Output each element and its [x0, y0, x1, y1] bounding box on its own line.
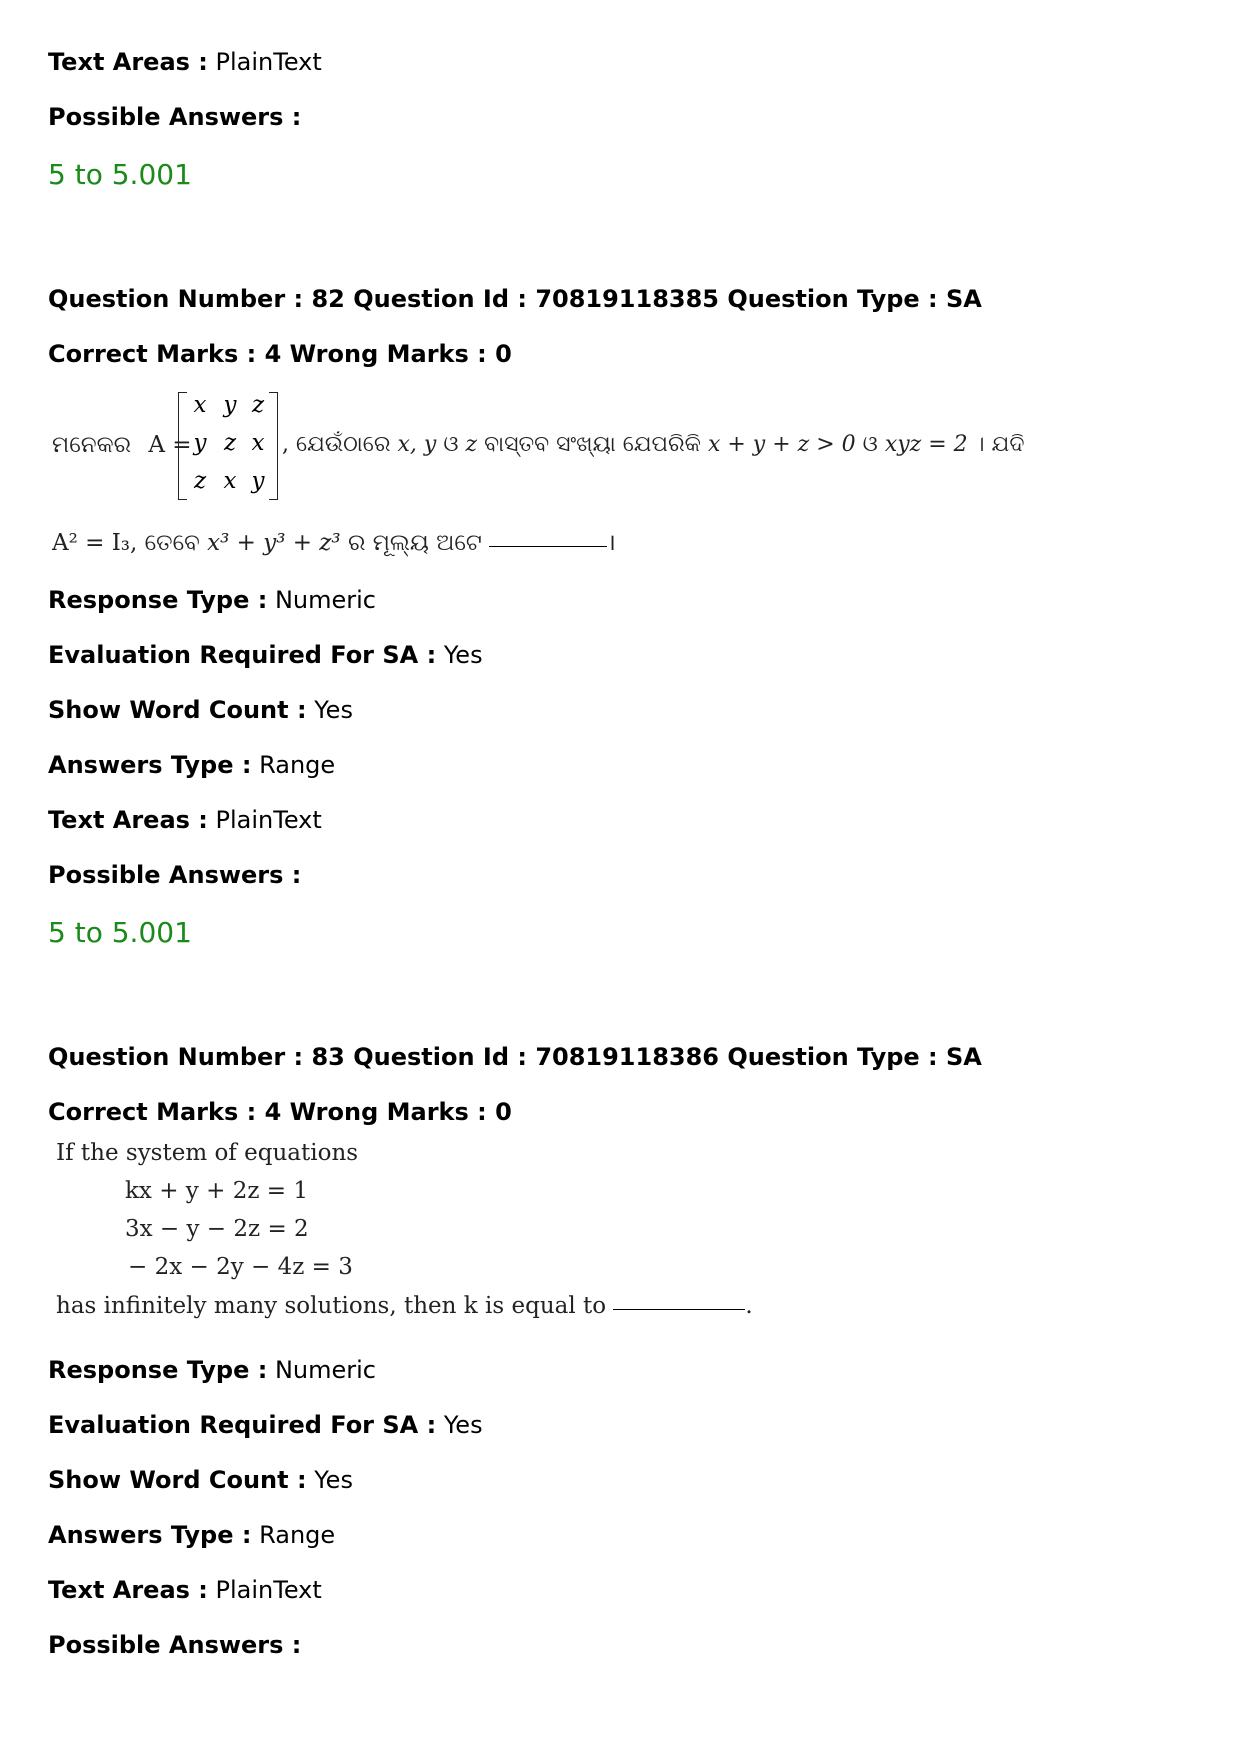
q83-header: Question Number : 83 Question Id : 70819118386 Question Type : SA [48, 1043, 982, 1071]
q82-line2-math: A² = I₃, [52, 530, 138, 556]
q82-text-areas-row [48, 805, 322, 835]
q82-marks: Correct Marks : 4 Wrong Marks : 0 [48, 340, 512, 368]
q82-possible-answers-row [48, 860, 301, 890]
q83-intro: If the system of equations [56, 1140, 359, 1166]
q83-question-end: has infinitely many solutions, then k is equal to . [56, 1293, 753, 1319]
q82-evaluation-row [48, 640, 483, 670]
q83-word-count-row [48, 1465, 353, 1495]
field-value: Range [259, 751, 336, 779]
q82-question-line1 [52, 432, 192, 458]
field-value: PlainText [215, 806, 322, 834]
field-label: Text Areas : [48, 1576, 208, 1604]
field-value: Yes [443, 1411, 483, 1439]
q82-matrix [178, 390, 278, 502]
q82-stop: । [607, 530, 616, 556]
q83-answers-type-row [48, 1520, 335, 1550]
q82-and-1: ଓ [443, 432, 459, 457]
q83-marks: Correct Marks : 4 Wrong Marks : 0 [48, 1098, 512, 1126]
q82-and-2: ଓ [862, 432, 878, 457]
field-label: Answers Type : [48, 751, 252, 779]
q82-question-line2 [52, 525, 616, 557]
field-label: Evaluation Required For SA : [48, 641, 437, 669]
matrix-cell: y [193, 430, 207, 456]
field-value: PlainText [215, 1576, 322, 1604]
field-value: Numeric [274, 1356, 376, 1384]
q82-vars: x, y [397, 432, 437, 457]
matrix-cell: y [223, 392, 237, 418]
field-value: Yes [314, 696, 353, 724]
field-label: Response Type : [48, 586, 268, 614]
field-value: Yes [443, 641, 483, 669]
field-label: Response Type : [48, 1356, 268, 1384]
field-label: Text Areas : [48, 806, 208, 834]
q82-expression: x³ + y³ + z³ [207, 530, 341, 556]
field-label: Possible Answers : [48, 1631, 302, 1659]
q82-if-text: । ଯଦି [974, 432, 1025, 457]
matrix-cell: z [251, 392, 265, 418]
q82-value-text: ର ମୂଲ୍ୟ ଅଟେ [347, 530, 482, 556]
q83-text-areas-row [48, 1575, 322, 1605]
matrix-cell: z [223, 430, 237, 456]
q82-where-text: , ଯେଉଁଠାରେ [282, 432, 391, 457]
q82-then-text: ତେବେ [144, 530, 200, 556]
field-value: Numeric [274, 586, 376, 614]
q83-possible-answers-row [48, 1630, 301, 1660]
field-value: PlainText [215, 48, 322, 76]
field-value: Range [259, 1521, 336, 1549]
matrix-cell: x [251, 430, 265, 456]
q82-var-z: z [465, 432, 478, 457]
q83-evaluation-row [48, 1410, 483, 1440]
q82-condition-1: x + y + z > 0 [707, 432, 856, 457]
field-label: Evaluation Required For SA : [48, 1411, 437, 1439]
q82-question-line1-rest [282, 432, 1024, 457]
q82-response-type-row [48, 585, 376, 615]
field-label: Answers Type : [48, 1521, 252, 1549]
field-label: Show Word Count : [48, 1466, 307, 1494]
field-label: Possible Answers : [48, 861, 302, 889]
q82-intro-word: ମନେକର [52, 432, 132, 458]
q83-response-type-row [48, 1355, 376, 1385]
q82-matrix-symbol: A = [148, 432, 192, 458]
matrix-cell: x [193, 392, 207, 418]
prev-answer: 5 to 5.001 [48, 158, 192, 191]
q83-equation-3: − 2x − 2y − 4z = 3 [128, 1254, 353, 1280]
matrix-cell: y [251, 468, 265, 494]
answer-blank [489, 545, 607, 547]
matrix-cell: x [223, 468, 237, 494]
q82-header: Question Number : 82 Question Id : 70819118385 Question Type : SA [48, 285, 982, 313]
q82-condition-2: xyz = 2 [884, 432, 968, 457]
q82-real-text: ବାସ୍ତବ ସଂଖ୍ୟା ଯେପରିକି [484, 432, 701, 457]
field-label: Possible Answers : [48, 103, 302, 131]
q82-answer: 5 to 5.001 [48, 916, 192, 949]
q83-equation-2: 3x − y − 2z = 2 [125, 1216, 309, 1242]
field-value: Yes [314, 1466, 353, 1494]
q82-answers-type-row [48, 750, 335, 780]
matrix-cell: z [193, 468, 207, 494]
answer-blank [613, 1308, 745, 1310]
q83-stop: . [745, 1293, 753, 1319]
prev-possible-answers-row [48, 102, 301, 132]
q82-word-count-row [48, 695, 353, 725]
field-label: Text Areas : [48, 48, 208, 76]
field-label: Show Word Count : [48, 696, 307, 724]
prev-text-areas-row [48, 47, 322, 77]
q83-equation-1: kx + y + 2z = 1 [125, 1178, 308, 1204]
